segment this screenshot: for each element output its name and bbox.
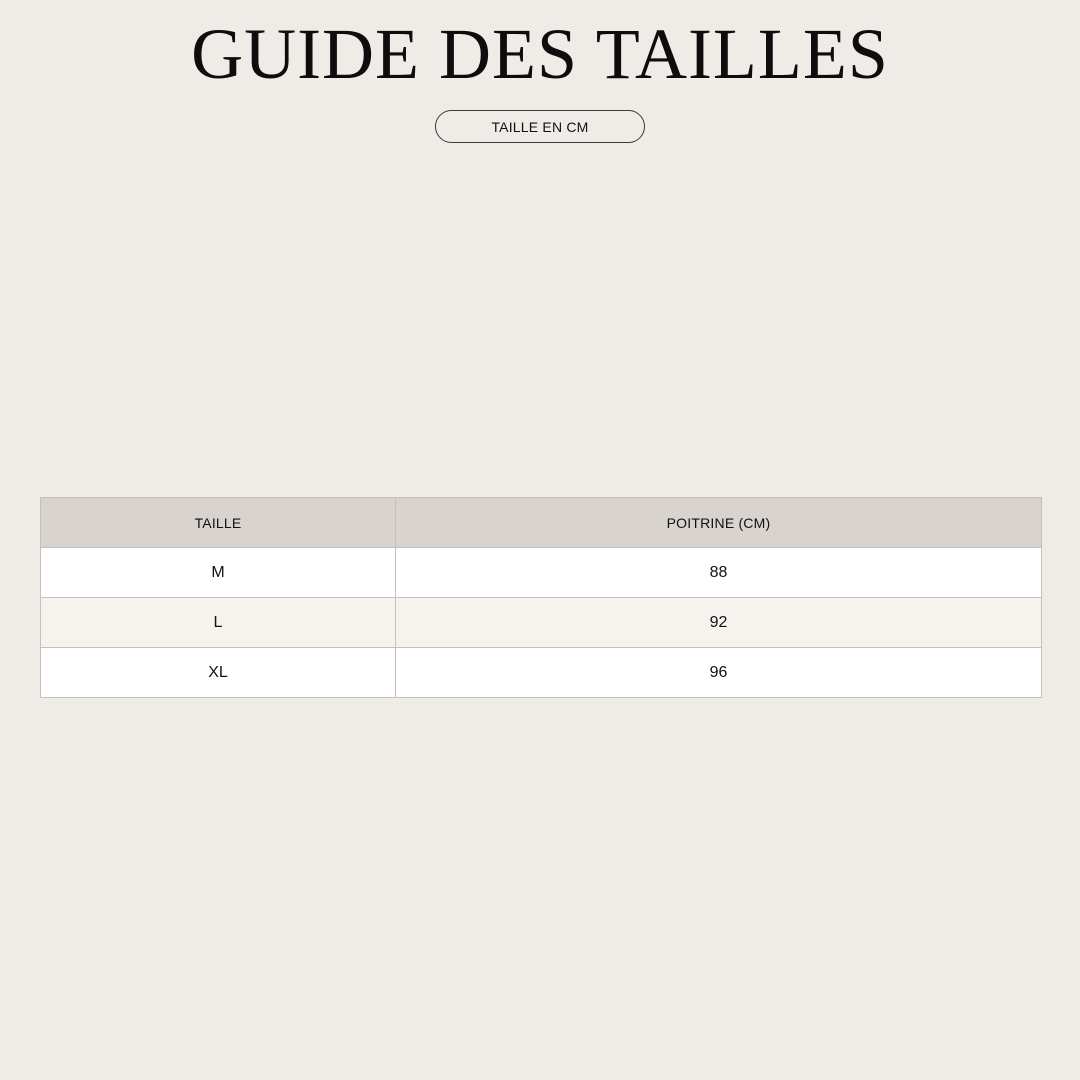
table-row <box>41 548 1042 598</box>
size-cell: XL <box>41 648 396 698</box>
table-row <box>41 648 1042 698</box>
header-cell-taille: TAILLE <box>41 498 396 548</box>
bust-cell: 88 <box>396 548 1042 598</box>
table-row <box>41 598 1042 648</box>
unit-badge: TAILLE EN CM <box>435 110 645 143</box>
bust-cell: 92 <box>396 598 1042 648</box>
size-cell: M <box>41 548 396 598</box>
page-title: GUIDE DES TAILLES <box>191 14 889 94</box>
header-cell-poitrine: POITRINE (CM) <box>396 498 1042 548</box>
size-cell: L <box>41 598 396 648</box>
table-header-row <box>41 498 1042 548</box>
bust-cell: 96 <box>396 648 1042 698</box>
size-chart-table <box>40 497 1042 698</box>
